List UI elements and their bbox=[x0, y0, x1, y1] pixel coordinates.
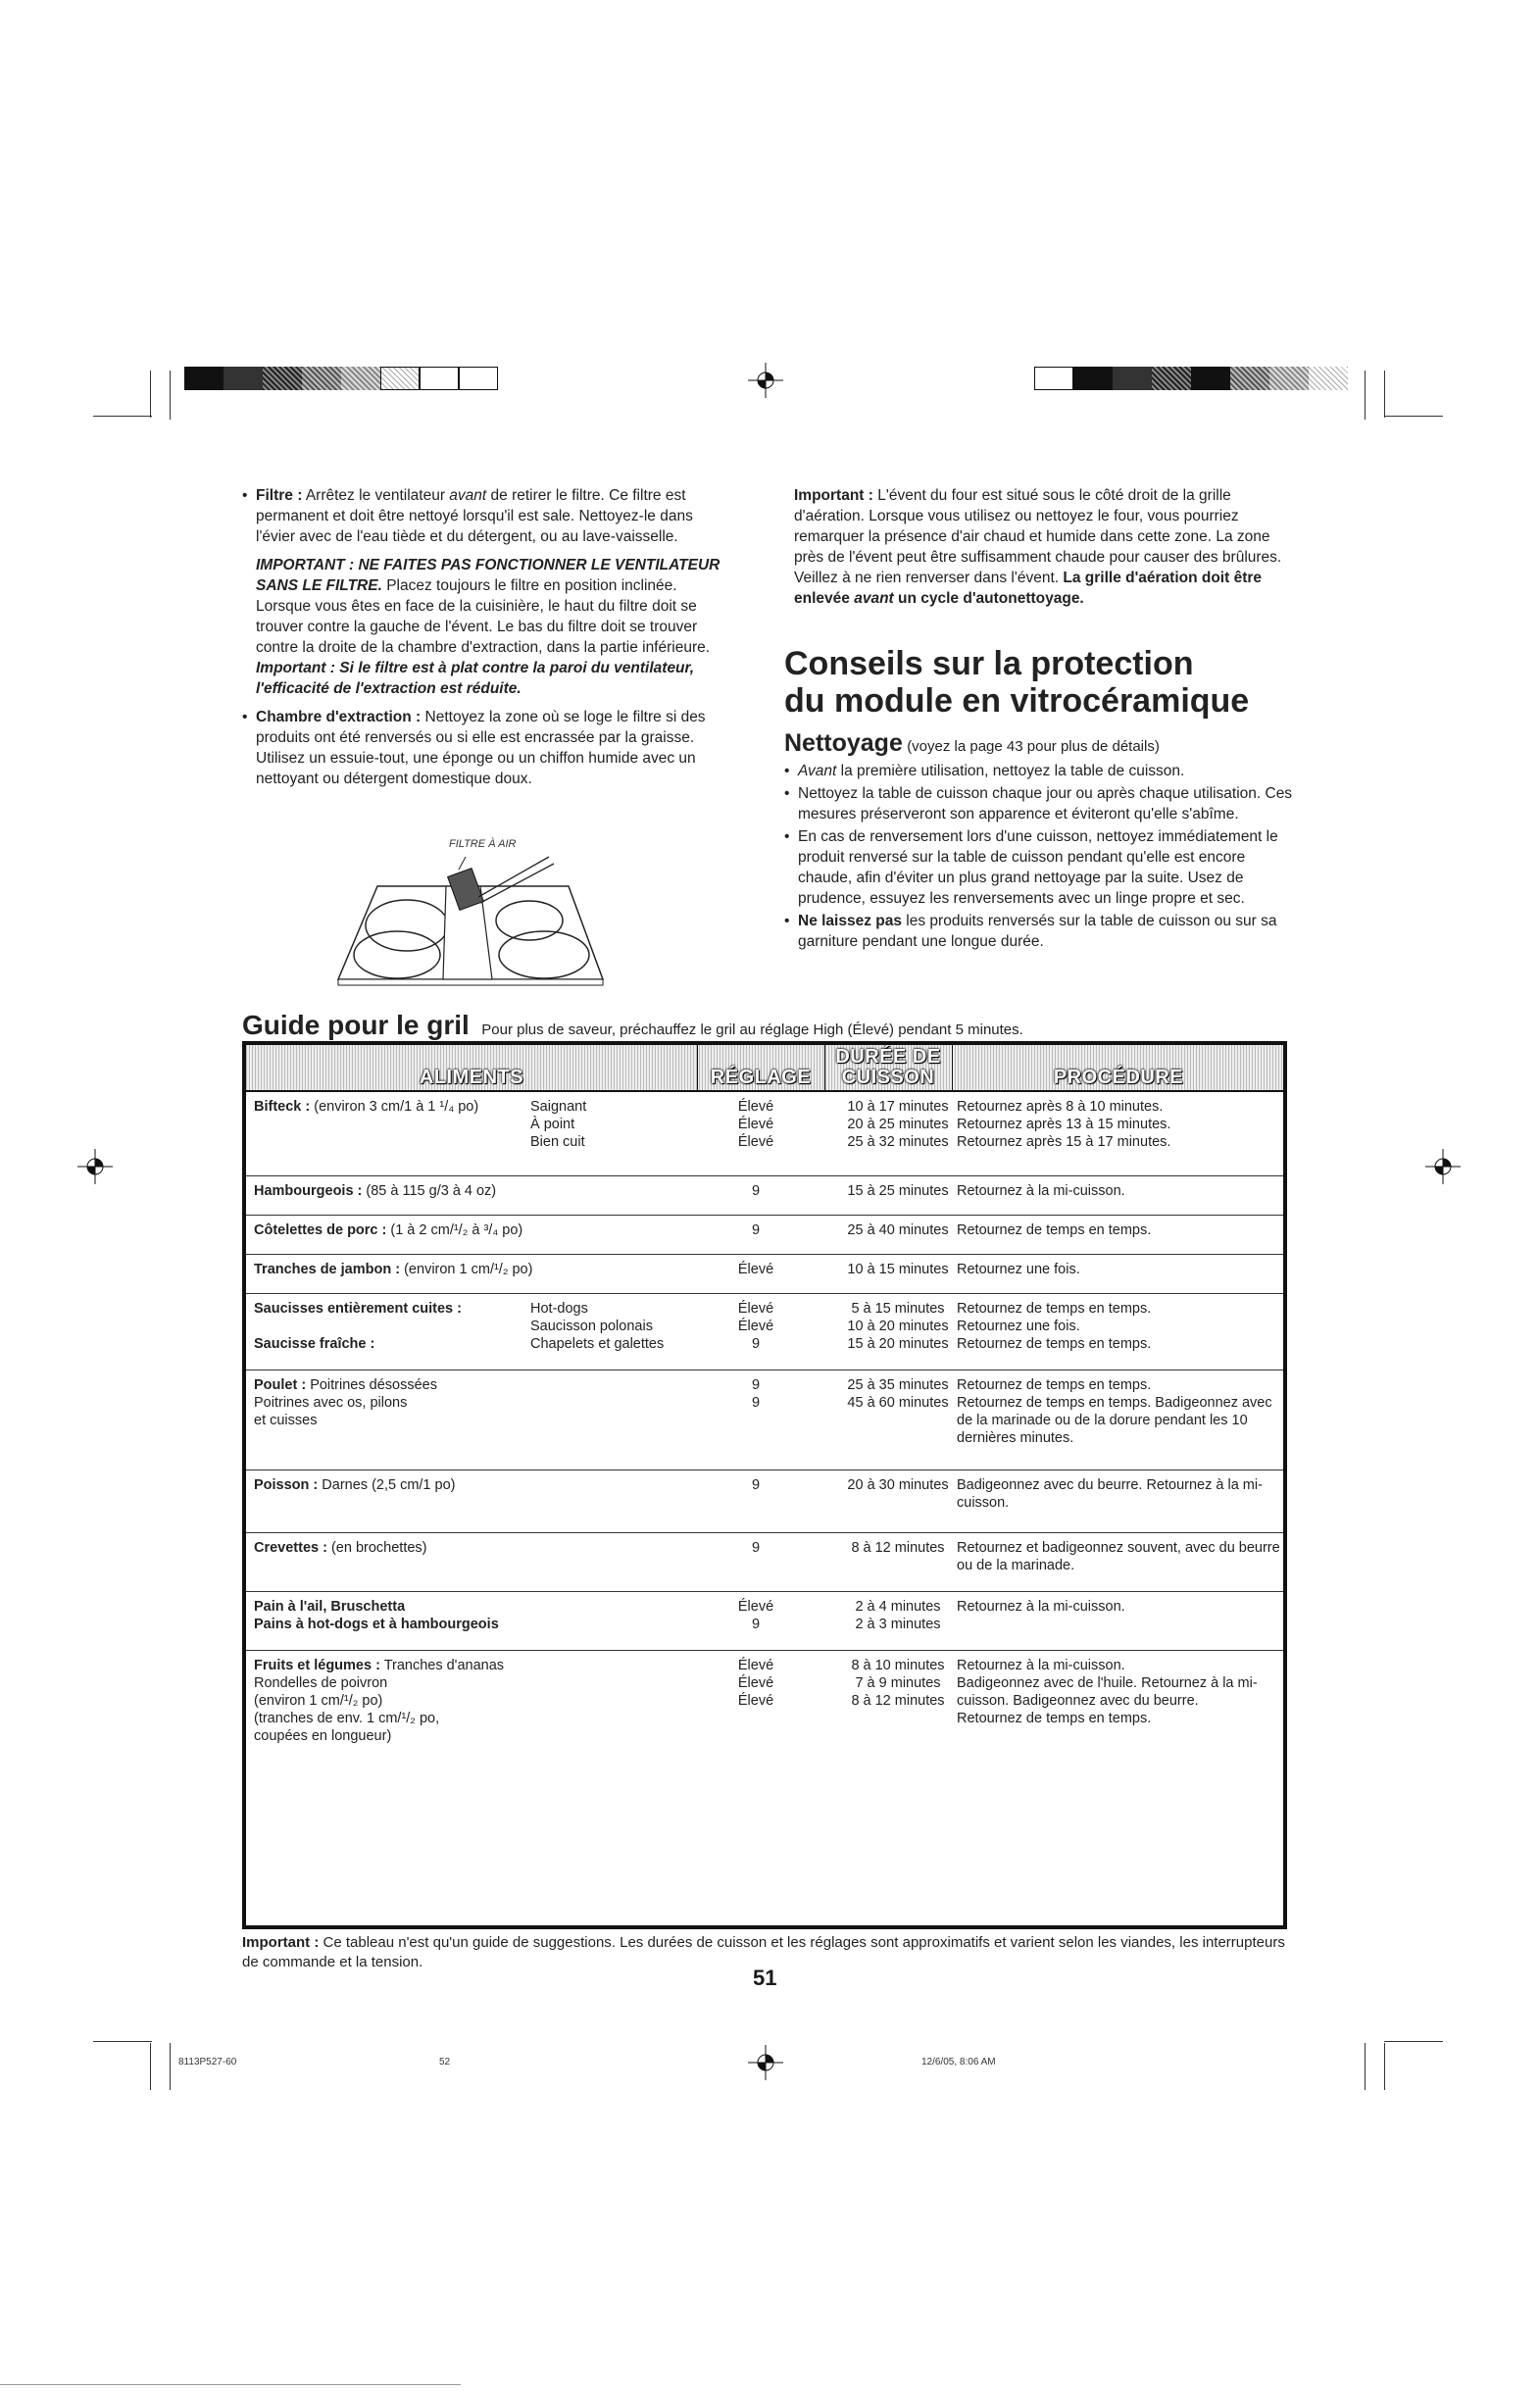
important-bold: Important : Si le filtre est à plat contre la paroi du ventilateur, l'efficacité de l'extraction est réduite. bbox=[256, 660, 695, 697]
filter-figure bbox=[333, 838, 608, 985]
nettoyage-bullet-2: • Nettoyez la table de cuisson chaque jour ou après chaque utilisation. Ces mesures préserveront son apparence et éviteront qu'elle s'abîme. bbox=[784, 783, 1294, 824]
cell-duree: 8 à 10 minutes 7 à 9 minutes 8 à 12 minutes bbox=[851, 1658, 945, 1709]
cell-duree: 25 à 40 minutes bbox=[847, 1222, 949, 1238]
cell-reglage: Élevé Élevé Élevé bbox=[737, 1658, 774, 1709]
cell-aliment bbox=[254, 1657, 675, 1745]
cell-reglage: 9 bbox=[751, 1222, 761, 1238]
guide-title: Guide pour le gril bbox=[242, 1010, 470, 1040]
crop-mark-top-right bbox=[1365, 371, 1443, 420]
right-important-bold-1: La grille d'aération doit être enlevée bbox=[794, 570, 1263, 607]
chambre-label: Chambre d'extraction : bbox=[256, 709, 422, 725]
cell-aliment-detail: (85 à 115 g/3 à 4 oz) bbox=[362, 1183, 497, 1199]
table-row bbox=[246, 1255, 1283, 1294]
cell-procedure: Retournez à la mi-cuisson. bbox=[957, 1599, 1125, 1615]
cell-procedure: Retournez de temps en temps. bbox=[957, 1222, 1152, 1238]
important-rest: Placez toujours le filtre en position inclinée. Lorsque vous êtes en face de la cuisinière, le haut du filtre doit se trouver contre la gauche de l'évent. Le bas du filtre doit se trouver contre la droite de la chambre d'extraction, dans la partie inférieure. bbox=[256, 577, 711, 656]
cell-aliment-detail: (environ 3 cm/1 à 1 ¹/₄ po) bbox=[310, 1099, 479, 1115]
cell-procedure: Retournez à la mi-cuisson. Badigeonnez avec de l'huile. Retournez à la mi-cuisson. Badigeonnez avec du beurre. Retournez de temps en temps. bbox=[957, 1658, 1258, 1726]
cell-procedure: Retournez après 8 à 10 minutes. Retournez après 13 à 15 minutes. Retournez après 15 à 17 minutes. bbox=[957, 1099, 1171, 1150]
cell-procedure: Retournez et badigeonnez souvent, avec du beurre ou de la marinade. bbox=[957, 1540, 1280, 1573]
cell-aliment-detail: Darnes (2,5 cm/1 po) bbox=[318, 1477, 456, 1493]
cell-aliment-detail: (en brochettes) bbox=[326, 1540, 427, 1556]
header-procedure: PROCÉDURE bbox=[1053, 1067, 1184, 1088]
cell-duree: 20 à 30 minutes bbox=[847, 1477, 949, 1493]
cell-doneness: Saignant À point Bien cuit bbox=[530, 1099, 587, 1150]
bullet1-italic: Avant bbox=[798, 763, 837, 779]
cell-procedure: Retournez une fois. bbox=[957, 1262, 1080, 1277]
filtre-text-2: de retirer le filtre. Ce filtre est permanent et doit être nettoyé lorsqu'il est sale. Nettoyez-le dans l'évier avec de l'eau tiède et du détergent, ou au lave-vaisselle. bbox=[256, 487, 693, 545]
right-important-text: L'évent du four est situé sous le côté droit de la grille d'aération. Lorsque vous utilisez ou nettoyez le four, vous pourriez remarquer la présence d'air chaud et humide dans cette zone. La zone près de l'évent peut être suffisamment chaude pour causer des brûlures. Veillez à ne rien renverser dans l'évent. bbox=[794, 487, 1282, 586]
crop-mark-top-left bbox=[93, 371, 152, 420]
cell-procedure: Retournez de temps en temps. Retournez de temps en temps. Badigeonnez avec de la marinade ou de la dorure pendant les 10 dernières minutes. bbox=[957, 1377, 1272, 1446]
left-column bbox=[242, 485, 732, 797]
chambre-paragraph bbox=[242, 707, 732, 789]
color-bar-left bbox=[184, 367, 500, 390]
cell-aliment bbox=[254, 1376, 675, 1429]
cell-doneness: Hot-dogs Saucisson polonais Chapelets et galettes bbox=[530, 1301, 665, 1352]
cell-duree: 5 à 15 minutes 10 à 20 minutes 15 à 20 minutes bbox=[847, 1301, 949, 1352]
right-important-label: Important : bbox=[794, 487, 873, 504]
color-bar-right bbox=[1034, 367, 1350, 390]
bottom-rule bbox=[0, 2384, 461, 2385]
cell-reglage: Élevé 9 bbox=[737, 1599, 774, 1632]
header-duree-2: CUISSON bbox=[841, 1067, 935, 1088]
cell-duree: 2 à 4 minutes 2 à 3 minutes bbox=[855, 1599, 941, 1632]
cell-reglage: 9 bbox=[751, 1540, 761, 1556]
important-paragraph bbox=[242, 555, 732, 699]
page-number: 51 bbox=[753, 1966, 777, 1990]
cell-procedure: Badigeonnez avec du beurre. Retournez à la mi-cuisson. bbox=[957, 1477, 1263, 1511]
print-code: 8113P527-60 bbox=[178, 2057, 237, 2067]
registration-target-top-icon bbox=[748, 363, 783, 398]
cell-aliment-detail: (1 à 2 cm/¹/₂ à ³/₄ po) bbox=[386, 1222, 523, 1238]
cell-duree: 10 à 15 minutes bbox=[847, 1262, 949, 1277]
footer-important-text: Ce tableau n'est qu'un guide de suggestions. Les durées de cuisson et les réglages sont approximatifs et varient selon les viandes, les interrupteurs de commande et la tension. bbox=[242, 1934, 1285, 1970]
right-important-bold-avant: avant bbox=[854, 590, 894, 607]
guide-header bbox=[242, 1010, 1291, 1041]
print-page: 52 bbox=[439, 2057, 451, 2067]
cell-aliment-detail: Poitrines désossées Poitrines avec os, pilons et cuisses bbox=[254, 1377, 437, 1428]
cell-aliment-name: Côtelettes de porc : bbox=[254, 1222, 387, 1238]
table-header bbox=[246, 1045, 1283, 1092]
important-caps: IMPORTANT : NE FAITES PAS FONCTIONNER LE VENTILATEUR SANS LE FILTRE. bbox=[256, 557, 720, 594]
cell-reglage: 9 bbox=[751, 1477, 761, 1493]
header-reglage: RÉGLAGE bbox=[710, 1067, 812, 1088]
table-row bbox=[246, 1533, 1283, 1592]
cell-aliment-detail: Tranches d'ananas Rondelles de poivron (environ 1 cm/¹/₂ po) (tranches de env. 1 cm/¹/₂ po, coupées en longueur) bbox=[254, 1658, 505, 1744]
cell-duree: 10 à 17 minutes 20 à 25 minutes 25 à 32 minutes bbox=[847, 1099, 949, 1150]
table-row bbox=[246, 1294, 1283, 1370]
guide-subtitle: Pour plus de saveur, préchauffez le gril au réglage High (Élevé) pendant 5 minutes. bbox=[481, 1021, 1023, 1038]
cell-aliment-name: Pain à l'ail, Bruschetta Pains à hot-dogs et à hambourgeois bbox=[254, 1599, 499, 1632]
filtre-paragraph bbox=[242, 485, 732, 547]
nettoyage-note: (voyez la page 43 pour plus de détails) bbox=[907, 738, 1160, 755]
table-row bbox=[246, 1216, 1283, 1255]
figure-caption: FILTRE À AIR bbox=[449, 838, 517, 850]
cell-aliment bbox=[254, 1598, 675, 1633]
cell-aliment bbox=[254, 1539, 675, 1557]
table-row bbox=[246, 1370, 1283, 1470]
cell-aliment-name: Bifteck : bbox=[254, 1099, 311, 1115]
cell-aliment bbox=[254, 1221, 675, 1239]
cell-aliment-name: Saucisses entièrement cuites : Saucisse fraîche : bbox=[254, 1301, 462, 1352]
cell-duree: 8 à 12 minutes bbox=[851, 1540, 945, 1556]
cell-aliment-detail: (environ 1 cm/¹/₂ po) bbox=[400, 1262, 533, 1277]
conseils-heading bbox=[784, 645, 1294, 720]
print-date: 12/6/05, 8:06 AM bbox=[921, 2057, 996, 2067]
cell-procedure: Retournez de temps en temps. Retournez une fois. Retournez de temps en temps. bbox=[957, 1301, 1152, 1352]
nettoyage-title: Nettoyage bbox=[784, 729, 903, 757]
cell-reglage: Élevé Élevé Élevé bbox=[737, 1099, 774, 1150]
cell-aliment-name: Crevettes : bbox=[254, 1540, 327, 1556]
bullet4-rest: les produits renversés sur la table de cuisson ou sur sa garniture pendant une longue durée. bbox=[798, 913, 1277, 950]
cooktop-illustration bbox=[333, 852, 608, 989]
header-duree-1: DURÉE DE bbox=[835, 1046, 941, 1068]
filtre-text-1: Arrêtez le ventilateur bbox=[305, 487, 445, 504]
cell-aliment bbox=[254, 1476, 675, 1494]
footer-important-label: Important : bbox=[242, 1934, 320, 1951]
cell-procedure: Retournez à la mi-cuisson. bbox=[957, 1183, 1125, 1199]
table-row bbox=[246, 1092, 1283, 1176]
cell-reglage: Élevé bbox=[737, 1262, 774, 1277]
filtre-text-avant: avant bbox=[449, 487, 487, 504]
cell-aliment bbox=[254, 1182, 675, 1200]
registration-target-right-icon bbox=[1425, 1149, 1461, 1184]
cell-aliment-name: Poulet : bbox=[254, 1377, 307, 1393]
grill-table bbox=[242, 1041, 1287, 1929]
crop-mark-bottom-left bbox=[93, 2041, 172, 2090]
nettoyage-section bbox=[784, 729, 1294, 952]
conseils-heading-line2: du module en vitrocéramique bbox=[784, 682, 1250, 720]
cell-reglage: Élevé Élevé 9 bbox=[737, 1301, 774, 1352]
cell-aliment bbox=[254, 1261, 675, 1278]
cell-duree: 15 à 25 minutes bbox=[847, 1183, 949, 1199]
nettoyage-bullet-4 bbox=[784, 911, 1294, 952]
nettoyage-bullet-3: • En cas de renversement lors d'une cuisson, nettoyez immédiatement le produit renversé sur la table de cuisson pendant qu'elle est encore chaude, afin d'éviter un plus grand nettoyage par la suite. Usez de prudence, essuyez les renversements avec un linge propre et sec. bbox=[784, 826, 1294, 909]
cell-aliment-name: Fruits et légumes : bbox=[254, 1658, 380, 1673]
cell-aliment-name: Poisson : bbox=[254, 1477, 319, 1493]
registration-target-left-icon bbox=[77, 1149, 113, 1184]
cell-duree: 25 à 35 minutes 45 à 60 minutes bbox=[847, 1377, 949, 1411]
conseils-heading-line1: Conseils sur la protection bbox=[784, 645, 1194, 682]
nettoyage-bullet-1 bbox=[784, 761, 1294, 781]
table-row bbox=[246, 1651, 1283, 1780]
table-row bbox=[246, 1470, 1283, 1533]
header-duree bbox=[824, 1045, 952, 1090]
cell-reglage: 9 9 bbox=[751, 1377, 761, 1411]
filtre-label: Filtre : bbox=[256, 487, 303, 504]
table-row bbox=[246, 1176, 1283, 1216]
cell-reglage: 9 bbox=[751, 1183, 761, 1199]
bullet4-bold: Ne laissez pas bbox=[798, 913, 902, 929]
right-important-bold-2: un cycle d'autonettoyage. bbox=[898, 590, 1084, 607]
crop-mark-bottom-right bbox=[1365, 2041, 1443, 2090]
table-row bbox=[246, 1592, 1283, 1651]
registration-target-bottom-icon bbox=[748, 2045, 783, 2080]
header-aliments: ALIMENTS bbox=[419, 1067, 524, 1088]
cell-aliment-name: Hambourgeois : bbox=[254, 1183, 363, 1199]
chambre-text: Nettoyez la zone où se loge le filtre si des produits ont été renversés ou si elle est encrassée par la graisse. Utilisez un essuie-tout, une éponge ou un chiffon humide avec un nettoyant ou détergent domestique doux. bbox=[256, 709, 706, 787]
bullet1-rest: la première utilisation, nettoyez la table de cuisson. bbox=[840, 763, 1185, 779]
cell-aliment-name: Tranches de jambon : bbox=[254, 1262, 401, 1277]
right-column-important bbox=[794, 485, 1284, 617]
